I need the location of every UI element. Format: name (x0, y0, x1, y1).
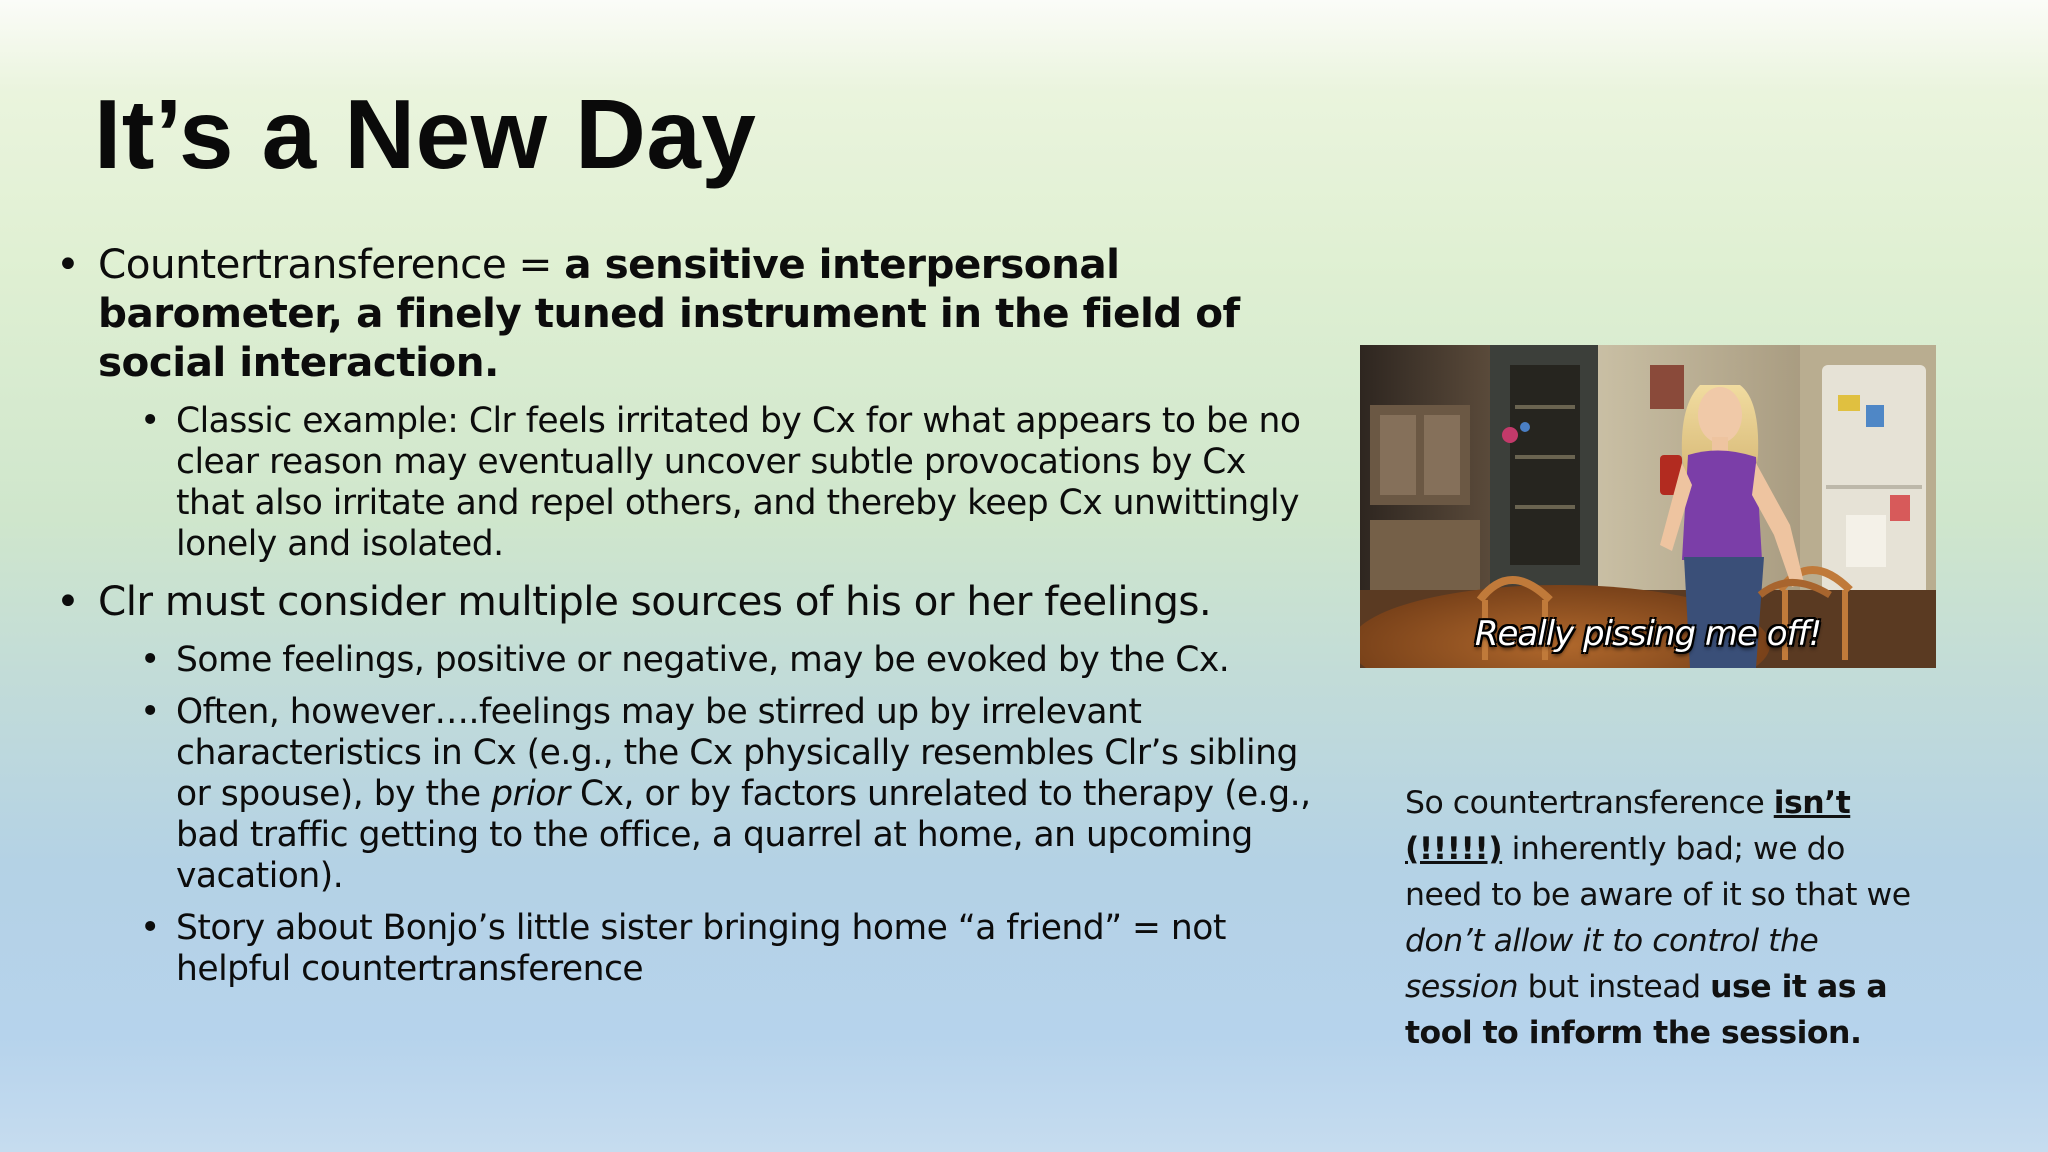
sub-bullet-list (98, 640, 1324, 990)
slide-title: It’s a New Day (94, 79, 757, 189)
image-caption: Really pissing me off! (1474, 614, 1822, 654)
bullet-countertransference (54, 240, 1324, 565)
sub-bullet-irrelevant-factors (100, 692, 1324, 897)
sub-bullet-italic-prior: prior (491, 774, 570, 814)
note-part-5: but instead (1518, 969, 1711, 1005)
sub-bullet-classic-example: • Classic example: Clr feels irritated by Cx for what appears to be no clear reason may eventually uncover subtle provocations by Cx that also irritate and repel others, and thereby keep Cx unwittingly lonely and isolated. (100, 401, 1324, 565)
bullet-multiple-sources (54, 577, 1324, 990)
sub-bullet-text-before: Often, however….feelings may be stirred up by irrelevant characteristics in Cx (e.g., the Cx physically resembles Clr’s sibling or spouse), by the (176, 692, 1298, 814)
sub-bullet-bonjo-story: • Story about Bonjo’s little sister bringing home “a friend” = not helpful countertransference (100, 908, 1324, 990)
note-italic-phrase: don’t allow it to control the session (1405, 923, 1819, 1005)
note-bold-phrase: use it as a tool to inform the session. (1405, 969, 1888, 1051)
sitcom-still-image (1360, 345, 1936, 668)
bullet-lead-text: Countertransference = (98, 240, 565, 288)
sub-bullet-text-after: Cx, or by factors unrelated to therapy (e.g., bad traffic getting to the office, a quarrel at home, an upcoming vacation). (176, 774, 1311, 896)
slide-body (54, 240, 1324, 1002)
side-note (1405, 780, 1915, 1056)
bullet-emphasis-text: a sensitive interpersonal barometer, a finely tuned instrument in the field of social interaction. (98, 240, 1240, 386)
bullet-list (54, 240, 1324, 990)
sub-bullet-list (98, 401, 1324, 565)
note-isnt-emphasis: isn’t (!!!!!) (1405, 785, 1851, 867)
bullet-text: Clr must consider multiple sources of his or her feelings. (98, 577, 1212, 625)
note-part-1: So countertransference (1405, 785, 1774, 821)
sub-bullet-evoked-feelings: • Some feelings, positive or negative, may be evoked by the Cx. (100, 640, 1324, 681)
note-part-3: inherently bad; we do need to be aware of it so that we (1405, 831, 1911, 913)
